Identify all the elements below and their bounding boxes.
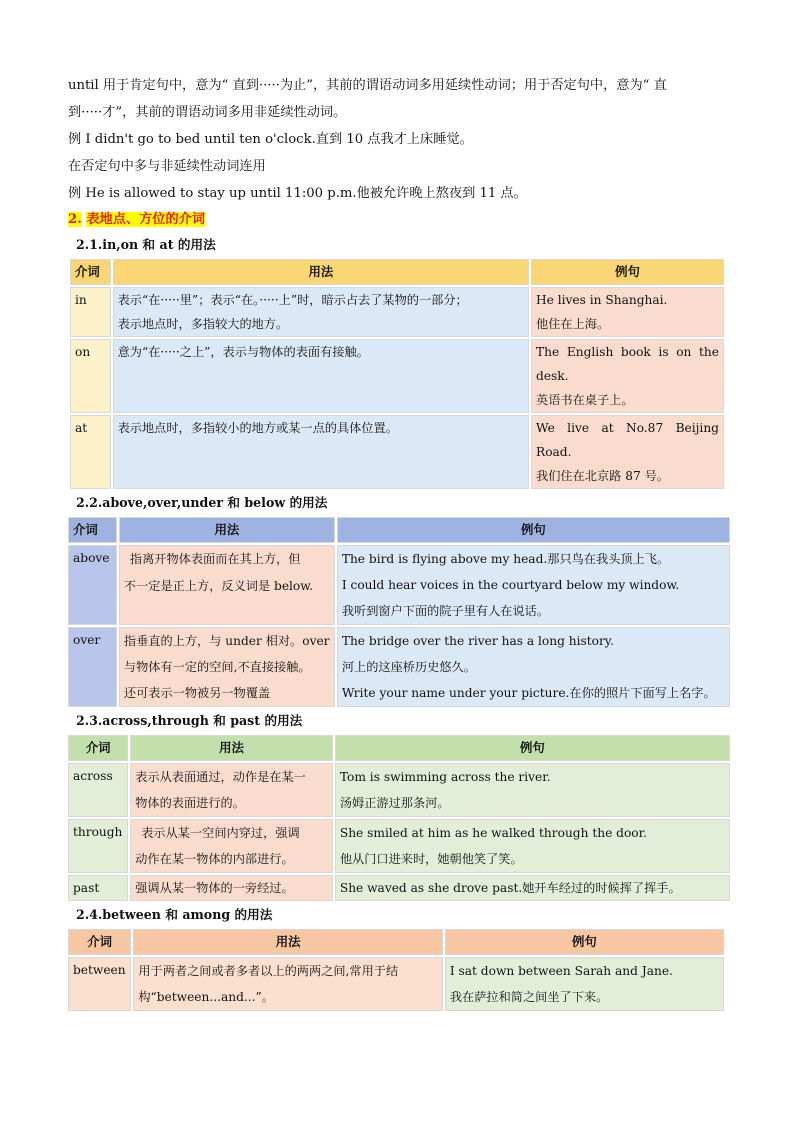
header-prep: 介词 xyxy=(68,929,131,955)
example-line: 我听到窗户下面的院子里有人在说话。 xyxy=(341,604,550,618)
header-prep: 介词 xyxy=(70,259,111,285)
example-line: He lives in Shanghai. xyxy=(536,293,668,307)
example-cell xyxy=(335,763,730,817)
table-row xyxy=(68,545,730,625)
table-title: 2.4.between 和 among 的用法 xyxy=(76,907,273,922)
section-title: 表地点、方位的介词 xyxy=(86,212,206,227)
usage-line: 不一定是正上方，反义词是 below. xyxy=(123,579,314,593)
usage-line: 还可表示一物被另一物覆盖 xyxy=(123,686,271,700)
header-usage: 用法 xyxy=(113,259,529,285)
example-line: I could hear voices in the courtyard below my window. xyxy=(341,578,680,592)
example-line: We live at No.87 Beijing Road. xyxy=(536,421,719,459)
table-header-row xyxy=(68,517,730,543)
usage-line: 强调从某一物体的一旁经过。 xyxy=(135,881,294,895)
intro-line: 例 He is allowed to stay up until 11:00 p.m.他被允许晚上熬夜到 11 点。 xyxy=(68,186,527,201)
usage-line: 表示“在·····里”；表示“在。·····上”时，暗示占去了某物的一部分； xyxy=(117,293,468,307)
example-cell xyxy=(335,875,730,901)
table-title: 2.1.in,on 和 at 的用法 xyxy=(76,237,216,252)
example-line: 英语书在桌子上。 xyxy=(536,393,634,407)
prep-table-above-over xyxy=(66,515,732,709)
usage-cell xyxy=(130,819,333,873)
example-cell xyxy=(445,957,724,1011)
usage-line: 构“between...and...”。 xyxy=(138,990,274,1004)
usage-cell xyxy=(130,763,333,817)
prep-cell: in xyxy=(70,287,111,337)
usage-line: 物体的表面进行的。 xyxy=(135,796,245,810)
example-line: The bird is flying above my head.那只鸟在我头顶上飞。 xyxy=(341,552,670,566)
header-example: 例句 xyxy=(531,259,724,285)
table-row xyxy=(68,875,730,901)
document-page xyxy=(68,72,728,1013)
prep-cell: between xyxy=(68,957,131,1011)
header-example: 例句 xyxy=(337,517,730,543)
example-line: 我们住在北京路 87 号。 xyxy=(536,469,669,483)
example-cell xyxy=(531,415,724,489)
usage-line: 指垂直的上方，与 under 相对。over xyxy=(123,634,330,648)
intro-line: 在否定句中多与非延续性动词连用 xyxy=(68,159,266,174)
header-prep: 介词 xyxy=(68,517,117,543)
prep-cell: through xyxy=(68,819,128,873)
section-heading xyxy=(68,208,728,232)
intro-line: 到·····才”，其前的谓语动词多用非延续性动词。 xyxy=(68,105,347,120)
table-row xyxy=(70,287,724,337)
table-row xyxy=(68,819,730,873)
section-number: 2. xyxy=(68,212,82,227)
example-line: 河上的这座桥历史悠久。 xyxy=(341,660,476,674)
example-line: 我在萨拉和简之间坐了下来。 xyxy=(449,990,609,1004)
prep-cell: across xyxy=(68,763,128,817)
example-cell xyxy=(531,287,724,337)
header-usage: 用法 xyxy=(130,735,333,761)
prep-table-in-on-at xyxy=(68,257,726,491)
example-cell xyxy=(337,627,730,707)
prep-cell: at xyxy=(70,415,111,489)
example-line: Write your name under your picture.在你的照片下面写上名字。 xyxy=(341,686,716,700)
usage-cell xyxy=(130,875,333,901)
usage-cell xyxy=(113,339,529,413)
prep-cell: on xyxy=(70,339,111,413)
example-cell xyxy=(531,339,724,413)
prep-cell: past xyxy=(68,875,128,901)
example-line: She waved as she drove past.她开车经过的时候挥了挥手。 xyxy=(339,881,681,895)
usage-line: 用于两者之间或者多者以上的两两之间,常用于结 xyxy=(138,964,399,978)
usage-line: 表示从某一空间内穿过，强调 xyxy=(141,826,300,840)
header-usage: 用法 xyxy=(119,517,335,543)
intro-line: 例 I didn't go to bed until ten o'clock.直到 10 点我才上床睡觉。 xyxy=(68,132,473,147)
usage-line: 表示从表面通过，动作是在某一 xyxy=(135,770,306,784)
table-header-row xyxy=(68,735,730,761)
table-row xyxy=(70,415,724,489)
header-example: 例句 xyxy=(445,929,724,955)
usage-cell xyxy=(119,545,335,625)
table-title: 2.2.above,over,under 和 below 的用法 xyxy=(76,495,328,510)
usage-line: 与物体有一定的空间,不直接接触。 xyxy=(123,660,311,674)
usage-cell xyxy=(133,957,443,1011)
example-line: I sat down between Sarah and Jane. xyxy=(449,964,673,978)
prep-cell: over xyxy=(68,627,117,707)
header-usage: 用法 xyxy=(133,929,443,955)
table-title: 2.3.across,through 和 past 的用法 xyxy=(76,713,303,728)
usage-line: 指离开物体表面而在其上方，但 xyxy=(129,552,301,566)
example-line: The English book is on the xyxy=(536,345,719,359)
usage-line: 表示地点时，多指较大的地方。 xyxy=(117,317,289,331)
table-header-row xyxy=(68,929,724,955)
usage-cell xyxy=(113,287,529,337)
table-row xyxy=(68,763,730,817)
example-line: 他从门口进来时，她朝他笑了笑。 xyxy=(339,852,523,866)
example-cell xyxy=(335,819,730,873)
table-row xyxy=(68,627,730,707)
prep-cell: above xyxy=(68,545,117,625)
usage-cell xyxy=(113,415,529,489)
example-line: 他住在上海。 xyxy=(536,317,610,331)
table-header-row xyxy=(70,259,724,285)
table-row xyxy=(70,339,724,413)
header-example: 例句 xyxy=(335,735,730,761)
usage-line: 表示地点时，多指较小的地方或某一点的具体位置。 xyxy=(117,421,398,435)
usage-cell xyxy=(119,627,335,707)
intro-block xyxy=(68,72,728,207)
table-row xyxy=(68,957,724,1011)
header-prep: 介词 xyxy=(68,735,128,761)
usage-line: 意为“在·····之上”，表示与物体的表面有接触。 xyxy=(117,345,369,359)
prep-table-across-through-past xyxy=(66,733,732,903)
example-cell xyxy=(337,545,730,625)
example-line: Tom is swimming across the river. xyxy=(339,770,551,784)
example-line: desk. xyxy=(536,369,569,383)
intro-line: until 用于肯定句中，意为“ 直到·····为止”，其前的谓语动词多用延续性动词；用于否定句中，意为“ 直 xyxy=(68,78,667,93)
prep-table-between-among xyxy=(66,927,726,1013)
usage-line: 动作在某一物体的内部进行。 xyxy=(135,852,294,866)
example-line: She smiled at him as he walked through the door. xyxy=(339,826,647,840)
example-line: 汤姆正游过那条河。 xyxy=(339,796,450,810)
example-line: The bridge over the river has a long history. xyxy=(341,634,614,648)
